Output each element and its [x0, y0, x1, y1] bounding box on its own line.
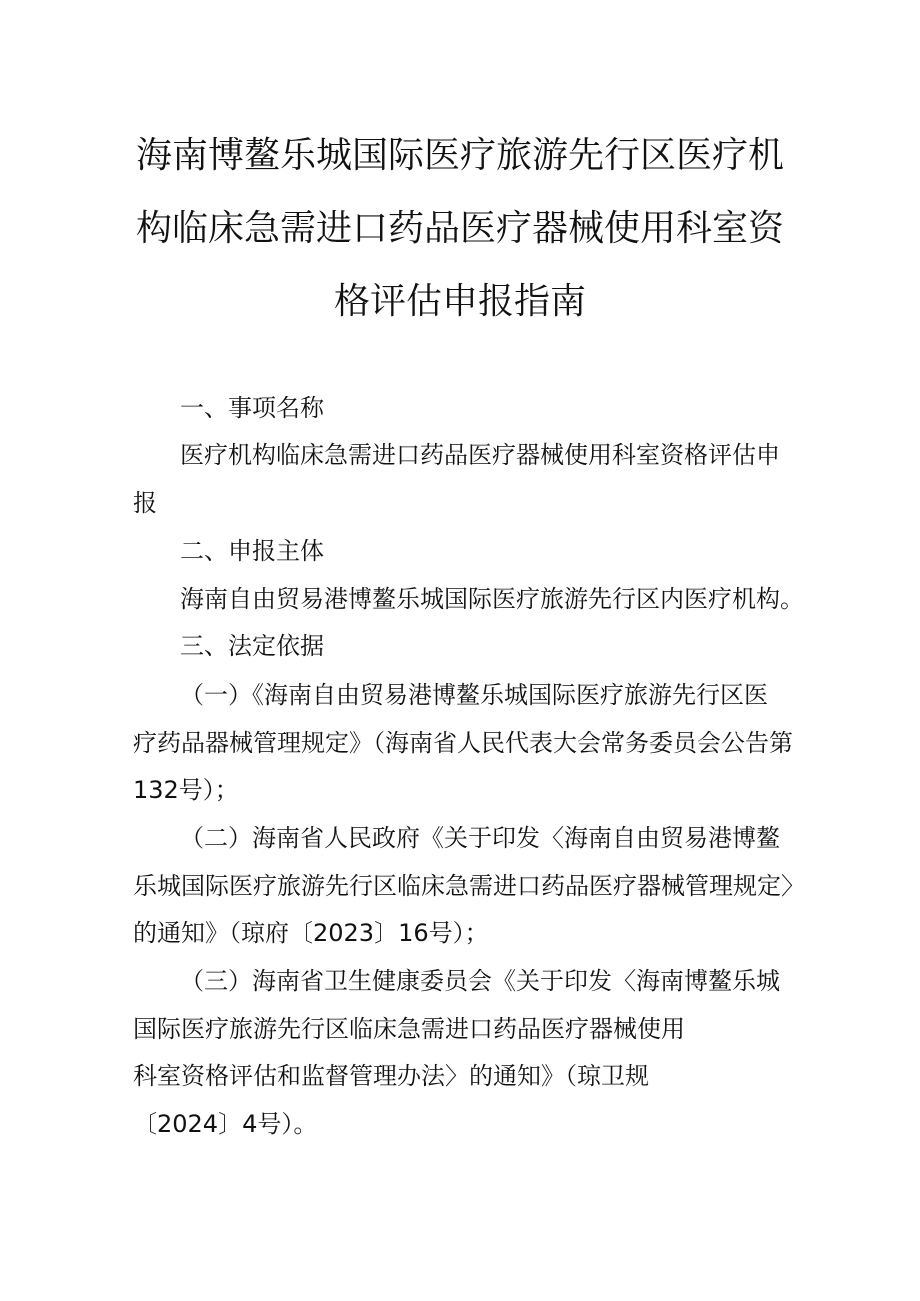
item-name-line-1: 医疗机构临床急需进口药品医疗器械使用科室资格评估申 — [180, 441, 780, 469]
applicant-content: 海南自由贸易港博鳌乐城国际医疗旅游先行区内医疗机构。 — [180, 585, 804, 613]
document-title-line-1: 海南博鳌乐城国际医疗旅游先行区医疗机 — [135, 135, 784, 176]
legal-basis-item-1-line-3: 132号）； — [133, 776, 239, 804]
legal-basis-item-1-line-1: （一）《海南自由贸易港博鳌乐城国际医疗旅游先行区医 — [180, 681, 768, 709]
legal-basis-item-3-line-1: （三）海南省卫生健康委员会《关于印发〈海南博鳌乐城 — [180, 967, 780, 995]
legal-basis-item-3-line-2: 国际医疗旅游先行区临床急需进口药品医疗器械使用 — [133, 1015, 685, 1043]
document-title-line-2: 构临床急需进口药品医疗器械使用科室资 — [135, 208, 784, 249]
legal-basis-item-1-line-2: 疗药品器械管理规定》（海南省人民代表大会常务委员会公告第 — [133, 729, 793, 757]
section-heading-legal-basis: 三、法定依据 — [180, 632, 324, 660]
legal-basis-item-3-line-4: 〔2024〕4号）。 — [133, 1110, 318, 1138]
section-heading-item-name: 一、事项名称 — [180, 394, 324, 422]
document-title-line-3: 格评估申报指南 — [333, 281, 586, 322]
section-heading-applicant: 二、申报主体 — [180, 537, 324, 565]
legal-basis-item-2-line-1: （二）海南省人民政府《关于印发〈海南自由贸易港博鳌 — [180, 824, 780, 852]
legal-basis-item-3-line-3: 科室资格评估和监督管理办法〉的通知》（琼卫规 — [133, 1062, 649, 1090]
legal-basis-item-2-line-3: 的通知》（琼府〔2023〕16号）； — [133, 919, 489, 947]
legal-basis-item-2-line-2: 乐城国际医疗旅游先行区临床急需进口药品医疗器械管理规定〉 — [133, 872, 805, 900]
item-name-line-2: 报 — [133, 489, 157, 517]
